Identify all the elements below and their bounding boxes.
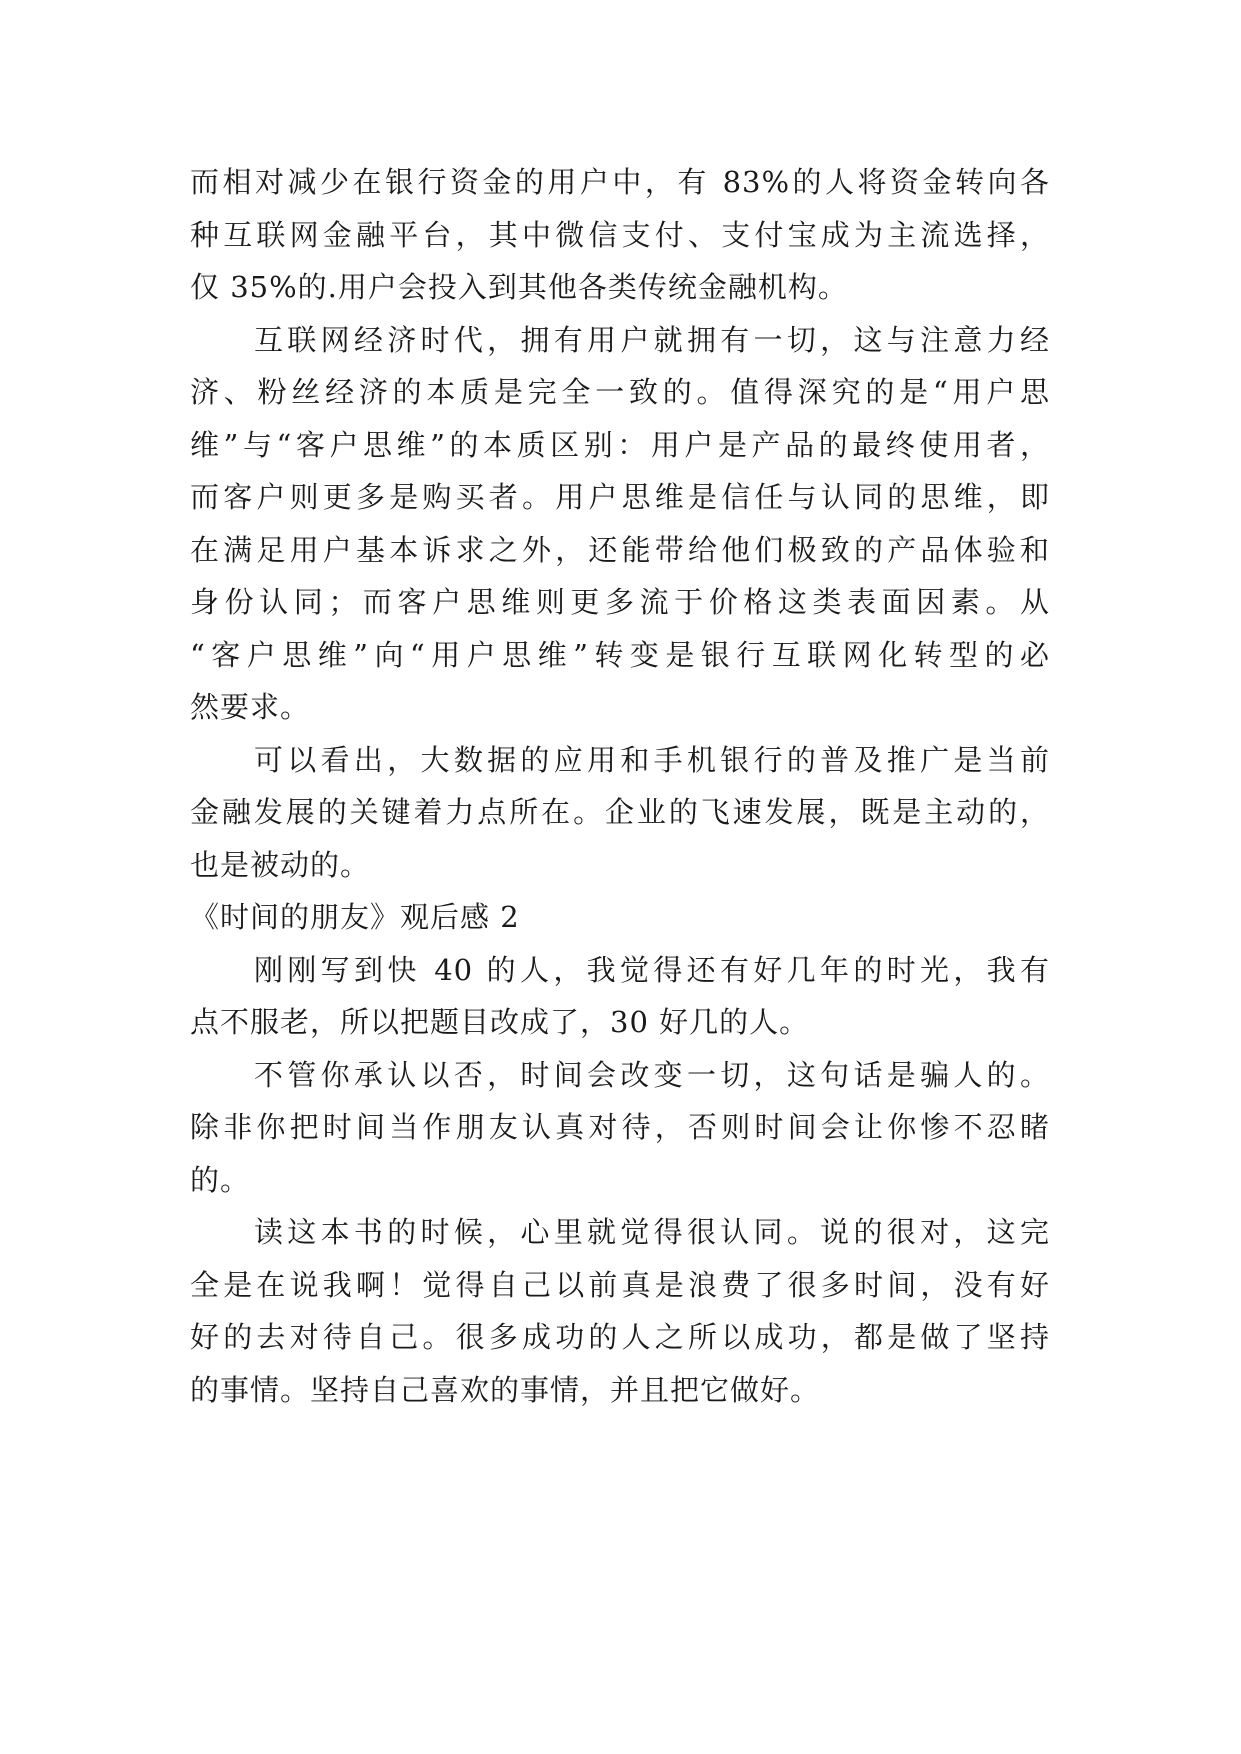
paragraph [190, 1049, 1050, 1207]
text-line: 互联网经济时代，拥有用户就拥有一切，这与注意力经 [254, 322, 1050, 357]
text-line: 在满足用户基本诉求之外，还能带给他们极致的产品体验和 [190, 532, 1050, 567]
text-line: 点不服老，所以把题目改成了，30 好几的人。 [190, 1005, 810, 1039]
paragraph [190, 944, 1050, 1049]
text-line: 的事情。坚持自己喜欢的事情，并且把它做好。 [190, 1372, 821, 1407]
text-line: 除非你把时间当作朋友认真对待，否则时间会让你惨不忍睹 [190, 1110, 1050, 1144]
document-body [190, 156, 1050, 1416]
text-line: 不管你承认以否，时间会改变一切，这句话是骗人的。 [254, 1057, 1050, 1092]
text-line: 全是在说我啊！觉得自己以前真是浪费了很多时间，没有好 [190, 1267, 1050, 1302]
text-line: 而相对减少在银行资金的用户中，有 83%的人将资金转向各 [190, 165, 1050, 199]
text-line: “客户思维”向“用户思维”转变是银行互联网化转型的必 [190, 637, 1050, 672]
text-line: 维”与“客户思维”的本质区别：用户是产品的最终使用者， [190, 427, 1050, 462]
text-line: 身份认同；而客户思维则更多流于价格这类表面因素。从 [190, 585, 1050, 619]
paragraph [190, 1206, 1050, 1416]
text-line: 而客户则更多是购买者。用户思维是信任与认同的思维，即 [190, 480, 1050, 514]
heading-text: 《时间的朋友》观后感 2 [190, 900, 520, 934]
paragraph [190, 314, 1050, 734]
text-line: 刚刚写到快 40 的人，我觉得还有好几年的时光，我有 [254, 952, 1050, 987]
text-line: 仅 35%的.用户会投入到其他各类传统金融机构。 [190, 270, 848, 304]
text-line: 可以看出，大数据的应用和手机银行的普及推广是当前 [254, 742, 1050, 777]
paragraph [190, 734, 1050, 892]
text-line: 好的去对待自己。很多成功的人之所以成功，都是做了坚持 [190, 1320, 1050, 1354]
text-line: 读这本书的时候，心里就觉得很认同。说的很对，这完 [254, 1215, 1050, 1249]
paragraph [190, 156, 1050, 314]
text-line: 也是被动的。 [190, 847, 371, 882]
text-line: 金融发展的关键着力点所在。企业的飞速发展，既是主动的， [190, 795, 1050, 829]
section-heading [190, 891, 1050, 944]
text-line: 济、粉丝经济的本质是完全一致的。值得深究的是“用户思 [190, 375, 1050, 409]
text-line: 种互联网金融平台，其中微信支付、支付宝成为主流选择， [190, 217, 1050, 252]
text-line: 的。 [190, 1162, 251, 1197]
text-line: 然要求。 [190, 690, 311, 724]
